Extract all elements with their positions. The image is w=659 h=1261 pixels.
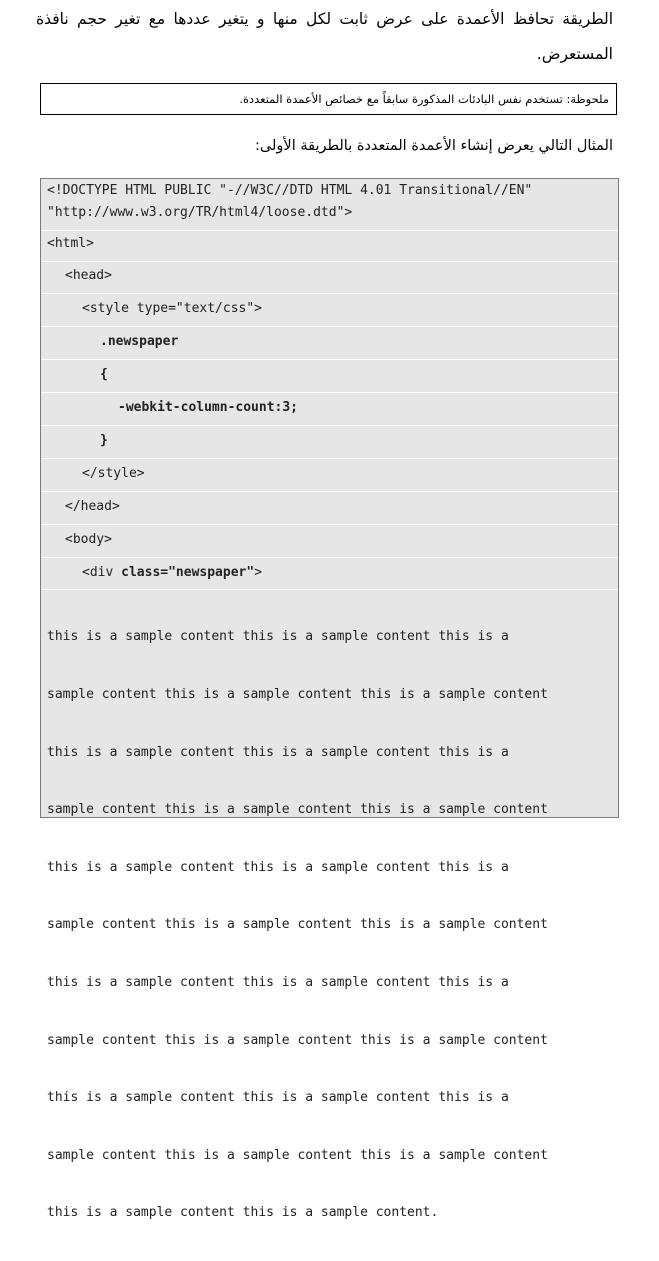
sample-line: this is a sample content this is a sample content this is a xyxy=(47,629,509,645)
code-line-selector: .newspaper xyxy=(41,327,618,360)
code-line-div-open: <div class="newspaper"> xyxy=(41,558,618,590)
sample-line: sample content this is a sample content this is a sample content xyxy=(47,917,548,933)
code-line-style-close: </style> xyxy=(41,459,618,492)
note-box: ملحوظة: تستخدم نفس البادئات المذكورة سابقاً مع خصائص الأعمدة المتعددة. xyxy=(40,83,617,115)
sample-line: sample content this is a sample content this is a sample content xyxy=(47,802,548,818)
sample-line: this is a sample content this is a sample content this is a xyxy=(47,859,509,875)
code-line-style-open: <style type="text/css"> xyxy=(41,294,618,327)
code-line-property: -webkit-column-count:3; xyxy=(41,393,618,426)
code-block xyxy=(40,178,619,1221)
code-line-head-close: </head> xyxy=(41,492,618,525)
code-line-head-open: <head> xyxy=(41,262,618,294)
sample-line: sample content this is a sample content this is a sample content xyxy=(47,1147,548,1163)
sample-content xyxy=(41,589,618,1261)
intro-paragraph: الطريقة تحافظ الأعمدة على عرض ثابت لكل منها و يتغير عددها مع تغير حجم نافذة المستعرض. xyxy=(36,10,613,63)
sample-line: sample content this is a sample content this is a sample content xyxy=(47,687,548,702)
doctype-line-2: "http://www.w3.org/TR/html4/loose.dtd"> xyxy=(47,205,353,220)
code-line-body-open: <body> xyxy=(41,525,618,558)
doctype-line-1: <!DOCTYPE HTML PUBLIC "-//W3C//DTD HTML 4.01 Transitional//EN" xyxy=(47,183,533,198)
sample-line: this is a sample content this is a sample content this is a xyxy=(47,974,509,990)
sample-line: this is a sample content this is a sample content this is a xyxy=(47,744,509,760)
example-heading: المثال التالي يعرض إنشاء الأعمدة المتعددة بالطريقة الأولى: xyxy=(255,138,613,154)
sample-line: sample content this is a sample content this is a sample content xyxy=(47,1032,548,1048)
code-line-doctype xyxy=(41,179,618,231)
code-line-html-open: <html> xyxy=(41,230,618,262)
sample-line: this is a sample content this is a sample content. xyxy=(47,1205,439,1221)
code-line-brace-open: { xyxy=(41,360,618,393)
code-line-brace-close: } xyxy=(41,426,618,459)
sample-line: this is a sample content this is a sample content this is a xyxy=(47,1090,509,1106)
